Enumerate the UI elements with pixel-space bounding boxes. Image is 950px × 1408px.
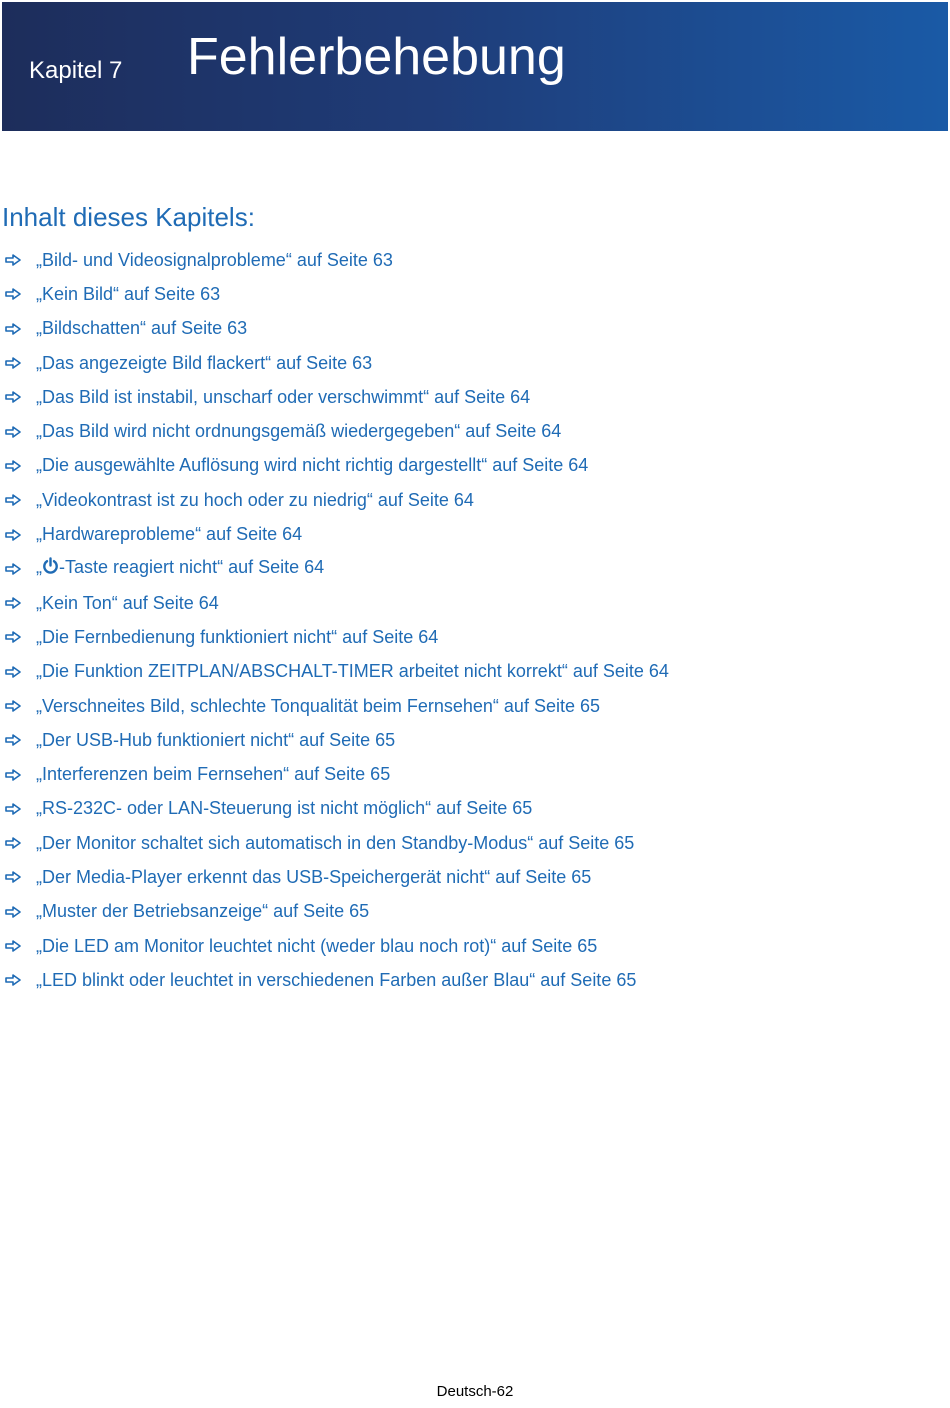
- arrow-right-outline-icon: [2, 940, 24, 952]
- toc-item[interactable]: [0, 312, 940, 346]
- toc-link[interactable]: „Die ausgewählte Auflösung wird nicht richtig dargestellt“ auf Seite 64: [36, 455, 589, 476]
- arrow-right-outline-icon: [2, 529, 24, 541]
- arrow-right-outline-icon: [2, 563, 24, 575]
- toc-item[interactable]: [0, 449, 940, 483]
- arrow-right-outline-icon: [2, 666, 24, 678]
- arrow-right-outline-icon: [2, 631, 24, 643]
- toc-link[interactable]: „Verschneites Bild, schlechte Tonqualität beim Fernsehen“ auf Seite 65: [36, 695, 600, 716]
- toc-item[interactable]: [0, 552, 940, 586]
- toc-item[interactable]: [0, 723, 940, 757]
- toc-link[interactable]: „Das Bild wird nicht ordnungsgemäß wiedergegeben“ auf Seite 64: [36, 421, 562, 442]
- toc-link[interactable]: [36, 557, 324, 580]
- contents-heading: Inhalt dieses Kapitels:: [2, 202, 255, 232]
- toc-item[interactable]: [0, 655, 940, 689]
- toc-link[interactable]: „Die Fernbedienung funktioniert nicht“ auf Seite 64: [36, 626, 439, 647]
- toc-link[interactable]: „RS-232C- oder LAN-Steuerung ist nicht möglich“ auf Seite 65: [36, 798, 533, 819]
- arrow-right-outline-icon: [2, 357, 24, 369]
- toc-link-text: -Taste reagiert nicht“ auf Seite 64: [59, 557, 325, 578]
- toc-item[interactable]: [0, 414, 940, 448]
- toc-link[interactable]: „Kein Bild“ auf Seite 63: [36, 283, 221, 304]
- toc-item[interactable]: [0, 826, 940, 860]
- page-number: Deutsch-62: [436, 1383, 514, 1400]
- toc-item[interactable]: [0, 689, 940, 723]
- arrow-right-outline-icon: [2, 906, 24, 918]
- arrow-right-outline-icon: [2, 288, 24, 300]
- arrow-right-outline-icon: [2, 769, 24, 781]
- toc-link-prefix: „: [36, 557, 42, 578]
- toc-item[interactable]: [0, 483, 940, 517]
- toc-item[interactable]: [0, 586, 940, 620]
- toc-link[interactable]: „Kein Ton“ auf Seite 64: [36, 592, 219, 613]
- toc-link[interactable]: „Hardwareprobleme“ auf Seite 64: [36, 524, 303, 545]
- arrow-right-outline-icon: [2, 974, 24, 986]
- chapter-number: Kapitel 7: [29, 57, 123, 84]
- toc-link[interactable]: „Die Funktion ZEITPLAN/ABSCHALT-TIMER arbeitet nicht korrekt“ auf Seite 64: [36, 661, 669, 682]
- toc-item[interactable]: [0, 963, 940, 997]
- toc-link[interactable]: „Bild- und Videosignalprobleme“ auf Seite 63: [36, 249, 393, 270]
- toc-link[interactable]: „Das angezeigte Bild flackert“ auf Seite 63: [36, 352, 373, 373]
- arrow-right-outline-icon: [2, 700, 24, 712]
- toc-item[interactable]: [0, 517, 940, 551]
- toc-link[interactable]: „Bildschatten“ auf Seite 63: [36, 318, 248, 339]
- power-icon: [42, 557, 59, 580]
- toc-item[interactable]: [0, 792, 940, 826]
- toc-item[interactable]: [0, 277, 940, 311]
- arrow-right-outline-icon: [2, 494, 24, 506]
- chapter-title: Fehlerbehebung: [187, 28, 566, 86]
- toc-link[interactable]: „Muster der Betriebsanzeige“ auf Seite 65: [36, 901, 370, 922]
- toc-item[interactable]: [0, 929, 940, 963]
- arrow-right-outline-icon: [2, 837, 24, 849]
- arrow-right-outline-icon: [2, 426, 24, 438]
- arrow-right-outline-icon: [2, 460, 24, 472]
- arrow-right-outline-icon: [2, 323, 24, 335]
- arrow-right-outline-icon: [2, 391, 24, 403]
- toc-link[interactable]: „Interferenzen beim Fernsehen“ auf Seite 65: [36, 764, 391, 785]
- toc-link[interactable]: „Der USB-Hub funktioniert nicht“ auf Seite 65: [36, 729, 396, 750]
- chapter-banner: [2, 2, 948, 131]
- toc-link[interactable]: „Der Monitor schaltet sich automatisch in den Standby-Modus“ auf Seite 65: [36, 832, 635, 853]
- toc-link[interactable]: „Der Media-Player erkennt das USB-Speichergerät nicht“ auf Seite 65: [36, 866, 592, 887]
- arrow-right-outline-icon: [2, 871, 24, 883]
- arrow-right-outline-icon: [2, 597, 24, 609]
- toc-link[interactable]: „Die LED am Monitor leuchtet nicht (weder blau noch rot)“ auf Seite 65: [36, 935, 598, 956]
- toc-item[interactable]: [0, 895, 940, 929]
- table-of-contents: [0, 243, 940, 998]
- arrow-right-outline-icon: [2, 734, 24, 746]
- toc-link[interactable]: „LED blinkt oder leuchtet in verschiedenen Farben außer Blau“ auf Seite 65: [36, 969, 637, 990]
- arrow-right-outline-icon: [2, 803, 24, 815]
- toc-item[interactable]: [0, 757, 940, 791]
- toc-item[interactable]: [0, 620, 940, 654]
- toc-item[interactable]: [0, 380, 940, 414]
- toc-link[interactable]: „Videokontrast ist zu hoch oder zu niedrig“ auf Seite 64: [36, 489, 474, 510]
- toc-item[interactable]: [0, 346, 940, 380]
- toc-link[interactable]: „Das Bild ist instabil, unscharf oder verschwimmt“ auf Seite 64: [36, 386, 531, 407]
- toc-item[interactable]: [0, 860, 940, 894]
- arrow-right-outline-icon: [2, 254, 24, 266]
- toc-item[interactable]: [0, 243, 940, 277]
